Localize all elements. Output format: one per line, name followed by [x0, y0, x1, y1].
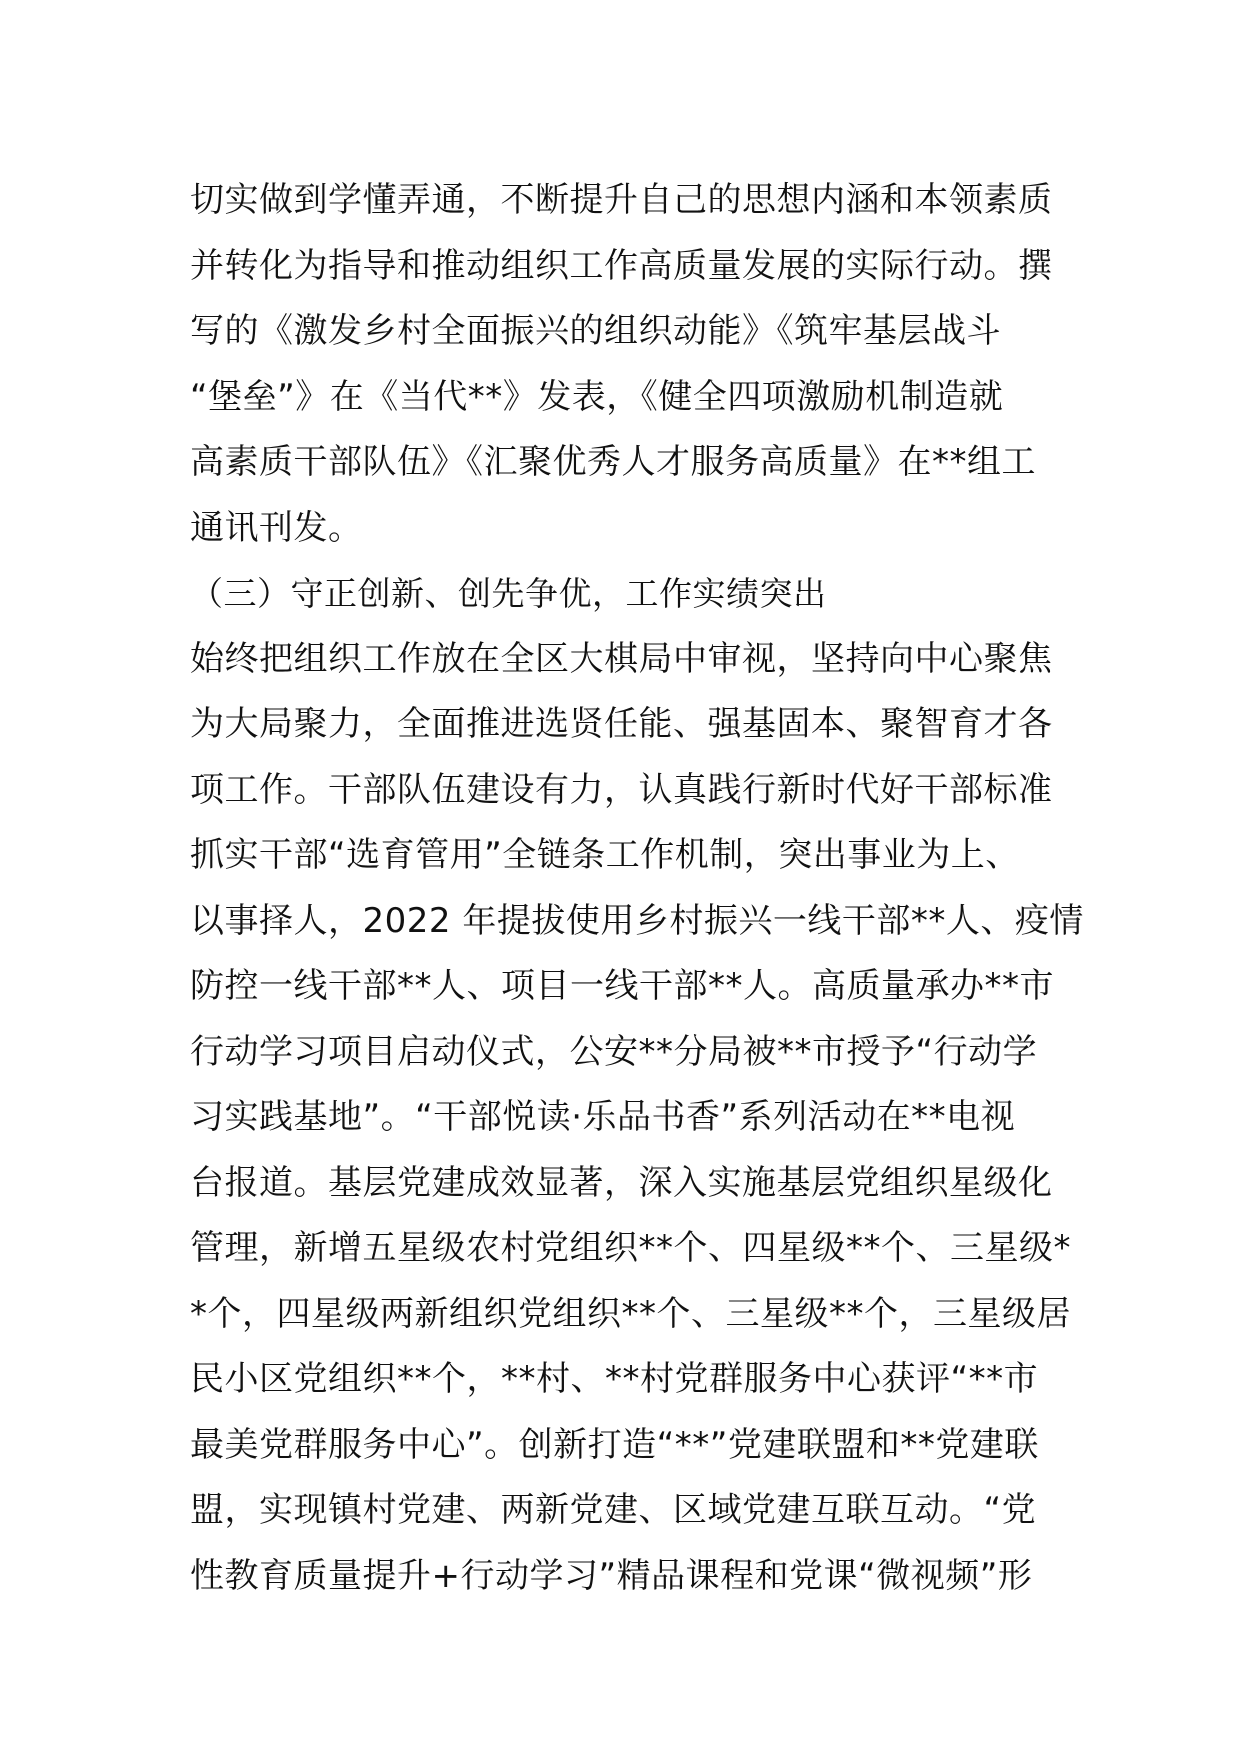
- text-line: 抓实干部“选育管用”全链条工作机制，突出事业为上、: [190, 835, 1020, 875]
- text-line: 切实做到学懂弄通，不断提升自己的思想内涵和本领素质: [190, 180, 1053, 220]
- text-line: 管理，新增五星级农村党组织**个、四星级**个、三星级*: [190, 1228, 1071, 1268]
- text-line: 以事择人，2022 年提拔使用乡村振兴一线干部**人、疫情: [190, 900, 1084, 941]
- text-line: 高素质干部队伍》《汇聚优秀人才服务高质量》在**组工: [190, 442, 1036, 482]
- text-line: 防控一线干部**人、项目一线干部**人。高质量承办**市: [190, 966, 1054, 1006]
- text-line: 台报道。基层党建成效显著，深入实施基层党组织星级化: [190, 1162, 1053, 1203]
- text-line: 习实践基地”。“干部悦读·乐品书香”系列活动在**电视: [190, 1097, 1016, 1137]
- text-line: 通讯刊发。: [190, 507, 363, 548]
- section-heading: （三）守正创新、创先争优，工作实绩突出: [190, 574, 827, 613]
- text-line: “堡垒”》在《当代**》发表，《健全四项激励机制造就: [190, 376, 1004, 417]
- text-line: 民小区党组织**个，**村、**村党群服务中心获评“**市: [190, 1359, 1039, 1399]
- text-line: 行动学习项目启动仪式，公安**分局被**市授予“行动学: [190, 1031, 1038, 1072]
- body-text: [190, 168, 1084, 1609]
- text-line: 始终把组织工作放在全区大棋局中审视，坚持向中心聚焦: [190, 638, 1053, 679]
- text-line: 最美党群服务中心”。创新打造“**”党建联盟和**党建联: [190, 1424, 1039, 1465]
- text-line: 项工作。干部队伍建设有力，认真践行新时代好干部标准: [190, 769, 1053, 810]
- text-line: 盟，实现镇村党建、两新党建、区域党建互联互动。“党: [190, 1490, 1037, 1530]
- text-line: 为大局聚力，全面推进选贤任能、强基固本、聚智育才各: [190, 704, 1053, 744]
- text-line: 性教育质量提升+行动学习”精品课程和党课“微视频”形: [190, 1555, 1033, 1596]
- text-line: 写的《激发乡村全面振兴的组织动能》《筑牢基层战斗: [190, 311, 1001, 351]
- text-line: 并转化为指导和推动组织工作高质量发展的实际行动。撰: [190, 245, 1053, 286]
- text-line: *个，四星级两新组织党组织**个、三星级**个，三星级居: [190, 1293, 1071, 1334]
